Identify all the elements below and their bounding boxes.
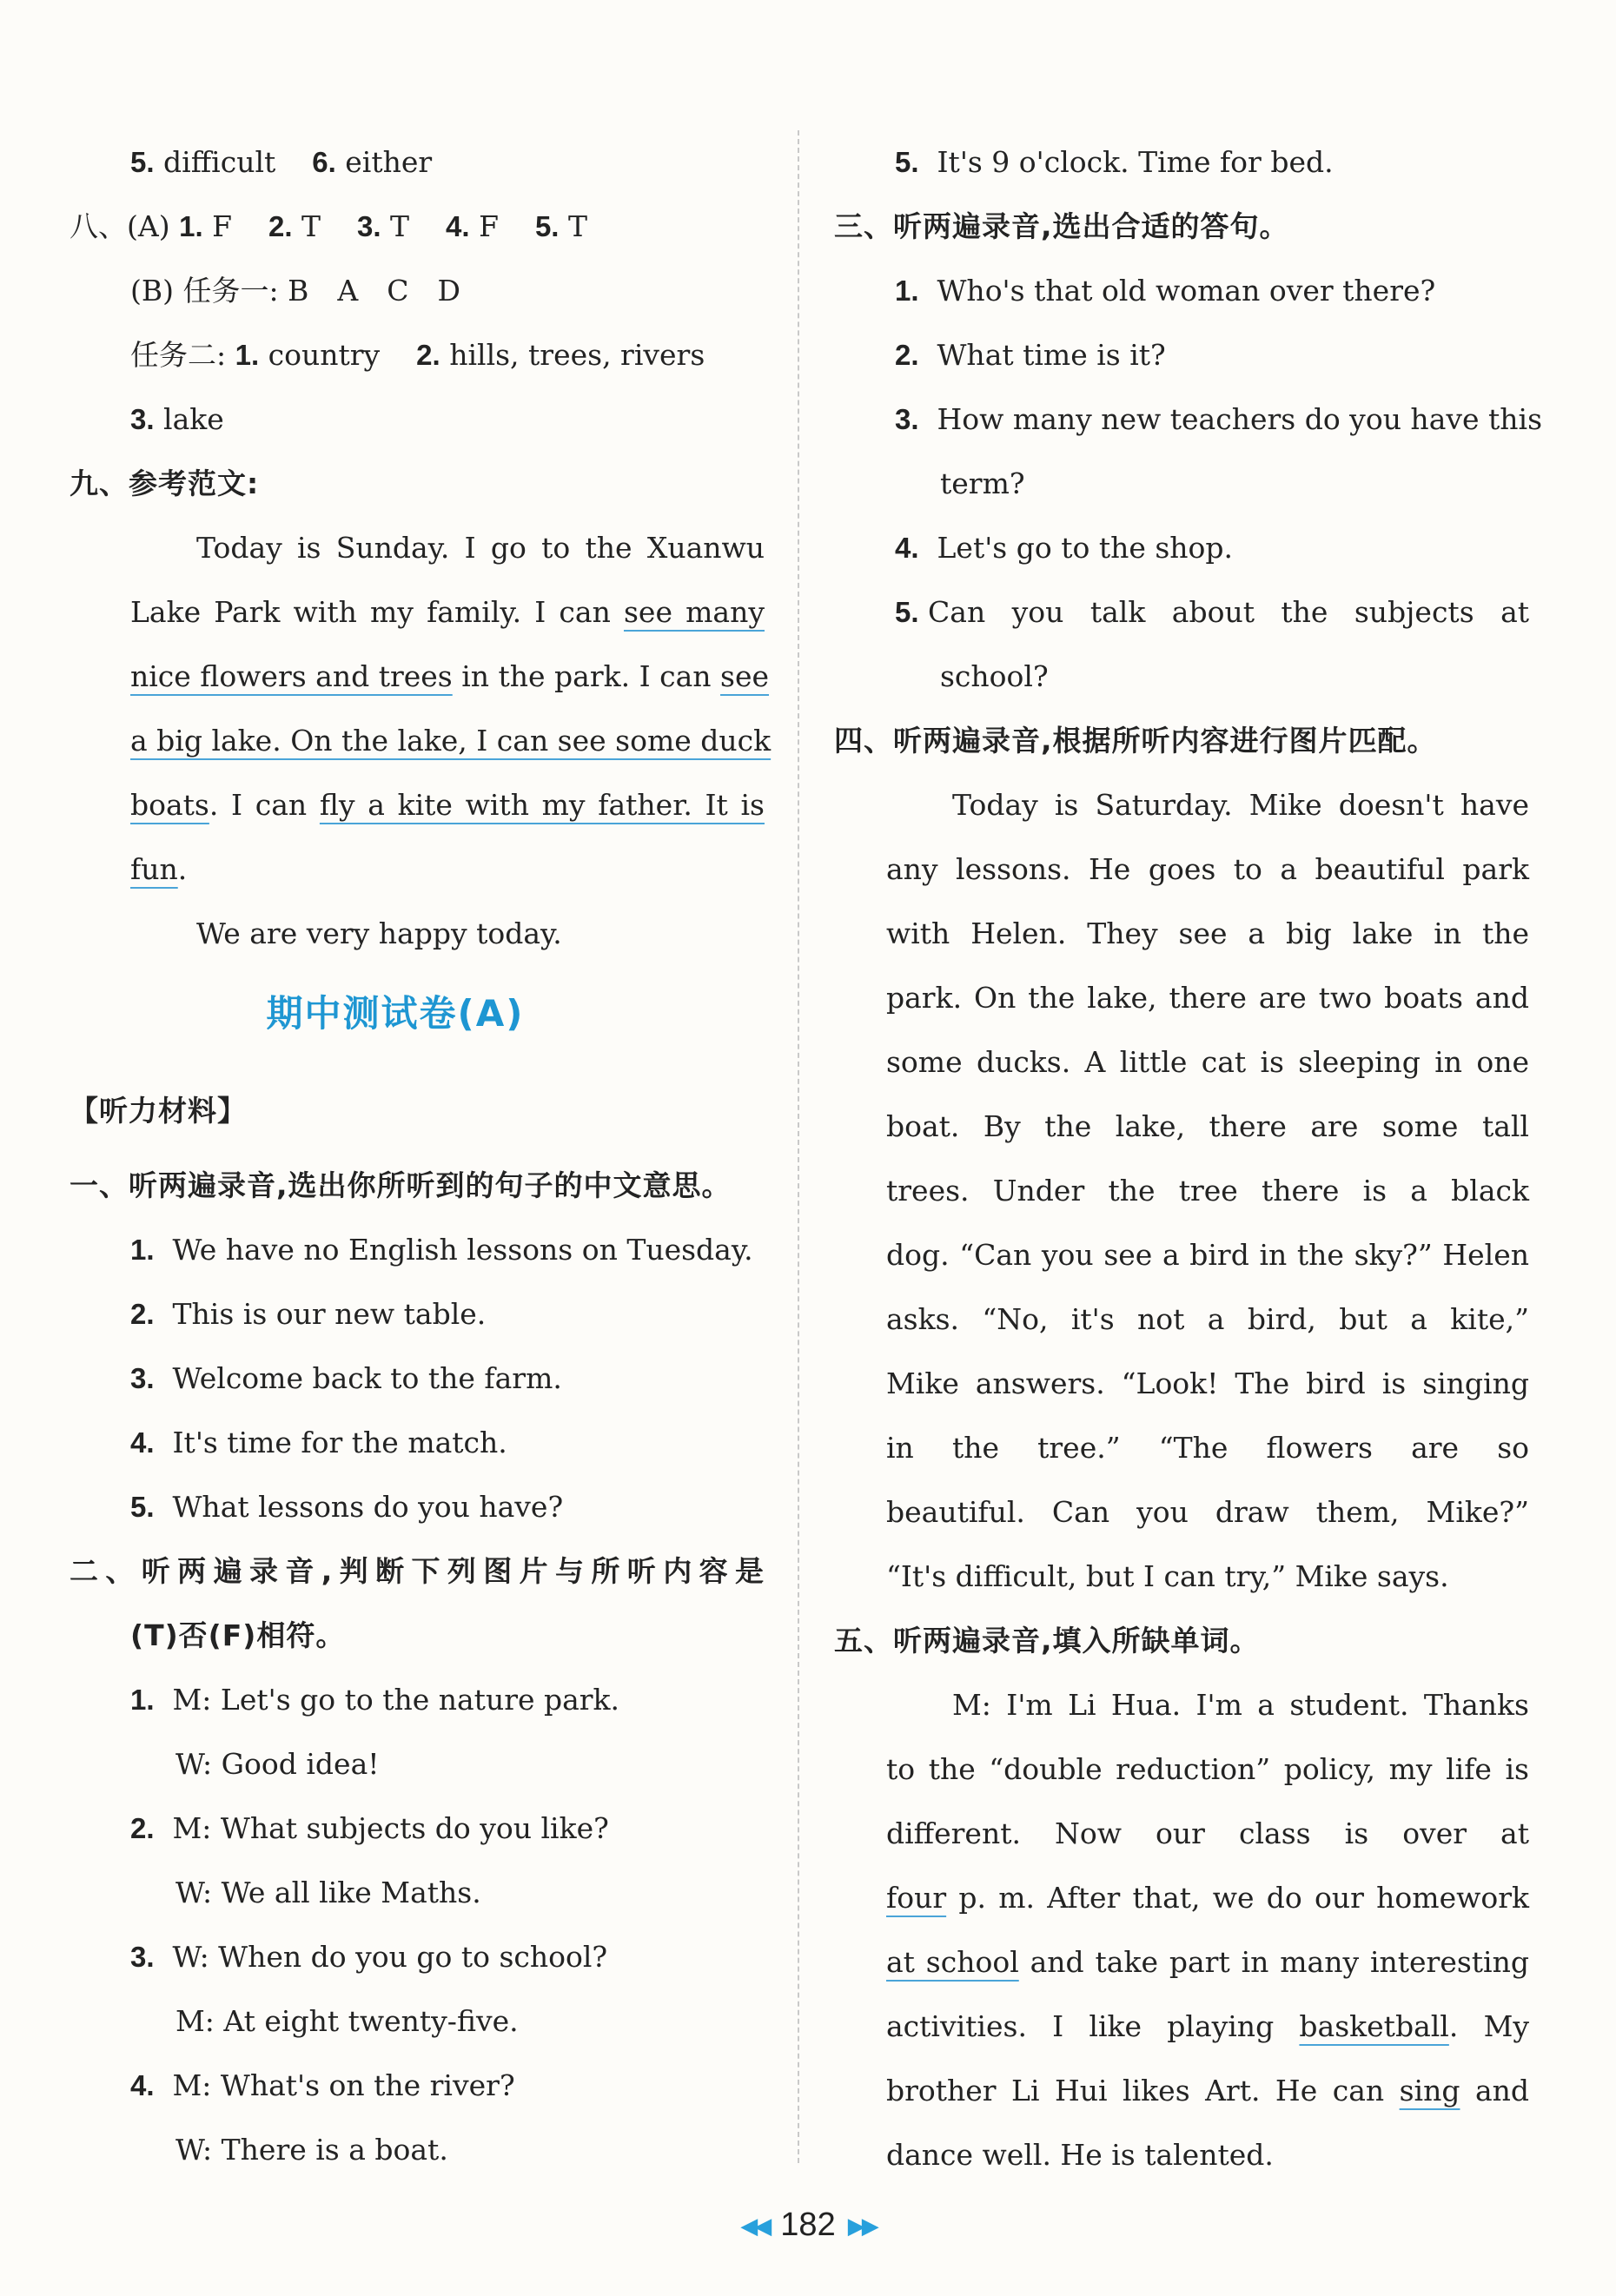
listening-line bbox=[834, 516, 1529, 580]
listening-text: It's 9 o'clock. Time for bed. bbox=[937, 145, 1334, 179]
right-column bbox=[834, 130, 1543, 2187]
page-number: 182 bbox=[780, 2207, 836, 2243]
item-number: 2. bbox=[268, 210, 293, 242]
underlined-answer: fun bbox=[130, 852, 178, 886]
passage-line bbox=[886, 1995, 1529, 2059]
listening-item bbox=[70, 1347, 765, 1411]
item-number: 5. bbox=[895, 146, 919, 178]
essay-line bbox=[130, 837, 765, 902]
essay-text: . I can bbox=[209, 788, 320, 822]
task-label: 任务二: bbox=[130, 338, 227, 372]
item-number: 6. bbox=[312, 146, 336, 178]
item-number: 4. bbox=[130, 1426, 155, 1459]
underlined-answer: basketball bbox=[1299, 2009, 1449, 2043]
dialogue-line bbox=[70, 1925, 765, 1989]
task-one-line bbox=[70, 259, 765, 323]
listening-line: term? bbox=[940, 466, 1025, 500]
item-number: 3. bbox=[895, 403, 919, 435]
section-2-heading: 二、听两遍录音,判断下列图片与所听内容是 bbox=[70, 1554, 765, 1588]
item-number: 1. bbox=[895, 275, 919, 307]
listening-text: What time is it? bbox=[937, 338, 1166, 372]
item-number: 3. bbox=[357, 210, 381, 242]
listening-item bbox=[70, 1218, 765, 1282]
passage-line: M: I'm Li Hua. I'm a student. Thanks bbox=[952, 1688, 1529, 1722]
item-number: 2. bbox=[895, 339, 919, 371]
passage-line bbox=[886, 2059, 1529, 2123]
listening-text: We have no English lessons on Tuesday. bbox=[172, 1233, 753, 1267]
task-two-line bbox=[70, 323, 765, 387]
answer-line bbox=[70, 130, 765, 195]
listening-item bbox=[70, 1282, 765, 1347]
underlined-answer: see bbox=[720, 659, 770, 693]
item-number: 2. bbox=[130, 1812, 155, 1844]
underlined-answer: four bbox=[886, 1881, 947, 1915]
page-footer bbox=[0, 2207, 1616, 2244]
section-4-heading: 四、听两遍录音,根据所听内容进行图片匹配。 bbox=[834, 724, 1437, 758]
answer-text: F bbox=[479, 209, 499, 243]
item-number: 3. bbox=[130, 1362, 155, 1394]
section-title: 期中测试卷(A) bbox=[266, 992, 525, 1035]
underlined-answer: a big lake. On the lake, I can see some duck bbox=[130, 724, 772, 758]
essay-line: We are very happy today. bbox=[196, 916, 562, 950]
answer-text: difficult bbox=[163, 145, 276, 179]
column-divider bbox=[798, 130, 799, 2163]
passage-text: . My bbox=[1448, 2009, 1529, 2043]
item-number: 1. bbox=[130, 1684, 155, 1716]
answer-text: F bbox=[212, 209, 233, 243]
listening-text: Welcome back to the farm. bbox=[172, 1361, 562, 1395]
underlined-answer: see many bbox=[623, 595, 765, 629]
listening-line bbox=[834, 323, 1529, 387]
item-number: 5. bbox=[130, 146, 155, 178]
section-1-list bbox=[70, 1218, 765, 1539]
passage-line: with Helen. They see a big lake in the bbox=[886, 916, 1529, 950]
dialogue-text: M: Let's go to the nature park. bbox=[172, 1683, 620, 1717]
section-5-passage bbox=[834, 1673, 1529, 2187]
item-number: 1. bbox=[179, 210, 203, 242]
essay-line bbox=[130, 645, 770, 709]
passage-line: boat. By the lake, there are some tall bbox=[886, 1109, 1529, 1143]
listening-text: Let's go to the shop. bbox=[937, 531, 1234, 565]
listening-line bbox=[834, 580, 1529, 645]
essay-line bbox=[130, 773, 765, 837]
listening-item bbox=[70, 1411, 765, 1475]
answer-text: either bbox=[345, 145, 433, 179]
item-number: 5. bbox=[534, 210, 560, 242]
essay-line bbox=[130, 709, 772, 773]
dialogue-text: W: When do you go to school? bbox=[172, 1940, 608, 1974]
item-number: 2. bbox=[416, 339, 440, 371]
passage-line: asks. “No, it's not a bird, but a kite,” bbox=[886, 1302, 1529, 1336]
passage-line: to the “double reduction” policy, my life is bbox=[886, 1752, 1529, 1786]
answer-text: hills, trees, rivers bbox=[449, 338, 705, 372]
listening-material-header: 【听力材料】 bbox=[70, 1094, 247, 1128]
listening-line bbox=[834, 387, 1543, 452]
passage-line: dance well. He is talented. bbox=[886, 2138, 1274, 2172]
underlined-answer: sing bbox=[1399, 2074, 1460, 2107]
left-column bbox=[70, 130, 772, 2182]
section-1-heading: 一、听两遍录音,选出你所听到的句子的中文意思。 bbox=[70, 1168, 732, 1202]
next-arrows-icon: ▶▶ bbox=[847, 2213, 876, 2240]
dialogue-line: W: Good idea! bbox=[176, 1747, 380, 1781]
dialogue-text: M: What's on the river? bbox=[172, 2068, 515, 2102]
answer-text: T bbox=[301, 209, 321, 243]
answer-text: T bbox=[567, 209, 587, 243]
passage-text: activities. I like playing bbox=[886, 2009, 1300, 2043]
passage-line: trees. Under the tree there is a black bbox=[886, 1174, 1529, 1208]
passage-line: “It's difficult, but I can try,” Mike says. bbox=[886, 1559, 1449, 1593]
essay-line bbox=[130, 580, 765, 645]
item-number: 3. bbox=[130, 1941, 155, 1973]
underlined-answer: nice flowers and trees bbox=[130, 659, 453, 693]
item-number: 5. bbox=[895, 596, 919, 628]
item-number: 4. bbox=[446, 210, 470, 242]
listening-text: Who's that old woman over there? bbox=[937, 274, 1436, 308]
passage-line bbox=[886, 1930, 1529, 1995]
dialogue-line bbox=[70, 1796, 765, 1861]
task-label: (B) 任务一: bbox=[130, 274, 279, 308]
section-8-answers bbox=[70, 195, 765, 259]
underlined-answer: boats bbox=[130, 788, 209, 822]
passage-line: Mike answers. “Look! The bird is singing bbox=[886, 1366, 1529, 1400]
item-number: 1. bbox=[235, 339, 260, 371]
essay-text: . bbox=[177, 852, 188, 886]
passage-line bbox=[886, 1866, 1529, 1930]
answer-text: B A C D bbox=[288, 274, 460, 308]
essay-line: Today is Sunday. I go to the Xuanwu bbox=[196, 531, 765, 565]
answer-text: country bbox=[268, 338, 381, 372]
section-9-heading: 九、参考范文: bbox=[70, 466, 260, 500]
section-label: 八、(A) bbox=[70, 209, 170, 243]
item-number: 4. bbox=[895, 532, 919, 564]
section-3-heading: 三、听两遍录音,选出合适的答句。 bbox=[834, 209, 1289, 243]
listening-text: What lessons do you have? bbox=[172, 1490, 564, 1524]
dialogue-line: W: We all like Maths. bbox=[176, 1876, 481, 1909]
answer-text: lake bbox=[163, 402, 224, 436]
item-number: 2. bbox=[130, 1298, 155, 1330]
dialogue-line bbox=[70, 2054, 765, 2118]
passage-text: and bbox=[1460, 2074, 1529, 2107]
prev-arrows-icon: ◀◀ bbox=[740, 2213, 769, 2240]
dialogue-line: W: There is a boat. bbox=[176, 2133, 448, 2167]
underlined-answer: at school bbox=[886, 1945, 1019, 1979]
passage-line: dog. “Can you see a bird in the sky?” Helen bbox=[886, 1238, 1529, 1272]
listening-text: How many new teachers do you have this bbox=[937, 402, 1543, 436]
passage-text: brother Li Hui likes Art. He can bbox=[886, 2074, 1400, 2107]
listening-text: This is our new table. bbox=[172, 1297, 487, 1331]
listening-line bbox=[834, 130, 1529, 195]
item-number: 5. bbox=[130, 1491, 155, 1523]
item-number: 4. bbox=[130, 2069, 155, 2101]
listening-line bbox=[834, 259, 1529, 323]
listening-item bbox=[70, 1475, 765, 1539]
passage-line: in the tree.” “The flowers are so bbox=[886, 1431, 1529, 1465]
listening-text: Can you talk about the subjects at bbox=[928, 595, 1529, 629]
sample-essay bbox=[70, 516, 772, 966]
dialogue-line bbox=[70, 1668, 765, 1732]
answer-text: T bbox=[390, 209, 410, 243]
item-number: 1. bbox=[130, 1234, 155, 1266]
passage-line: any lessons. He goes to a beautiful park bbox=[886, 852, 1529, 886]
section-5-heading: 五、听两遍录音,填入所缺单词。 bbox=[834, 1624, 1260, 1657]
underlined-answer: fly a kite with my father. It is bbox=[319, 788, 765, 822]
listening-text: It's time for the match. bbox=[172, 1426, 507, 1459]
passage-line: different. Now our class is over at bbox=[886, 1816, 1529, 1850]
passage-text: and take part in many interesting bbox=[1018, 1945, 1529, 1979]
essay-text: Lake Park with my family. I can bbox=[130, 595, 624, 629]
listening-line: school? bbox=[940, 659, 1049, 693]
section-2-heading-cont: (T)否(F)相符。 bbox=[130, 1618, 346, 1652]
passage-line: beautiful. Can you draw them, Mike?” bbox=[886, 1495, 1529, 1529]
passage-line: Today is Saturday. Mike doesn't have bbox=[952, 788, 1529, 822]
dialogue-line: M: At eight twenty-five. bbox=[176, 2004, 519, 2038]
passage-line: some ducks. A little cat is sleeping in one bbox=[886, 1045, 1529, 1079]
essay-text: in the park. I can bbox=[452, 659, 721, 693]
passage-text: p. m. After that, we do our homework bbox=[946, 1881, 1529, 1915]
section-4-passage bbox=[834, 773, 1529, 1609]
task-two-line-2 bbox=[70, 387, 765, 452]
dialogue-text: M: What subjects do you like? bbox=[172, 1811, 609, 1845]
item-number: 3. bbox=[130, 403, 155, 435]
passage-line: park. On the lake, there are two boats and bbox=[886, 981, 1529, 1015]
